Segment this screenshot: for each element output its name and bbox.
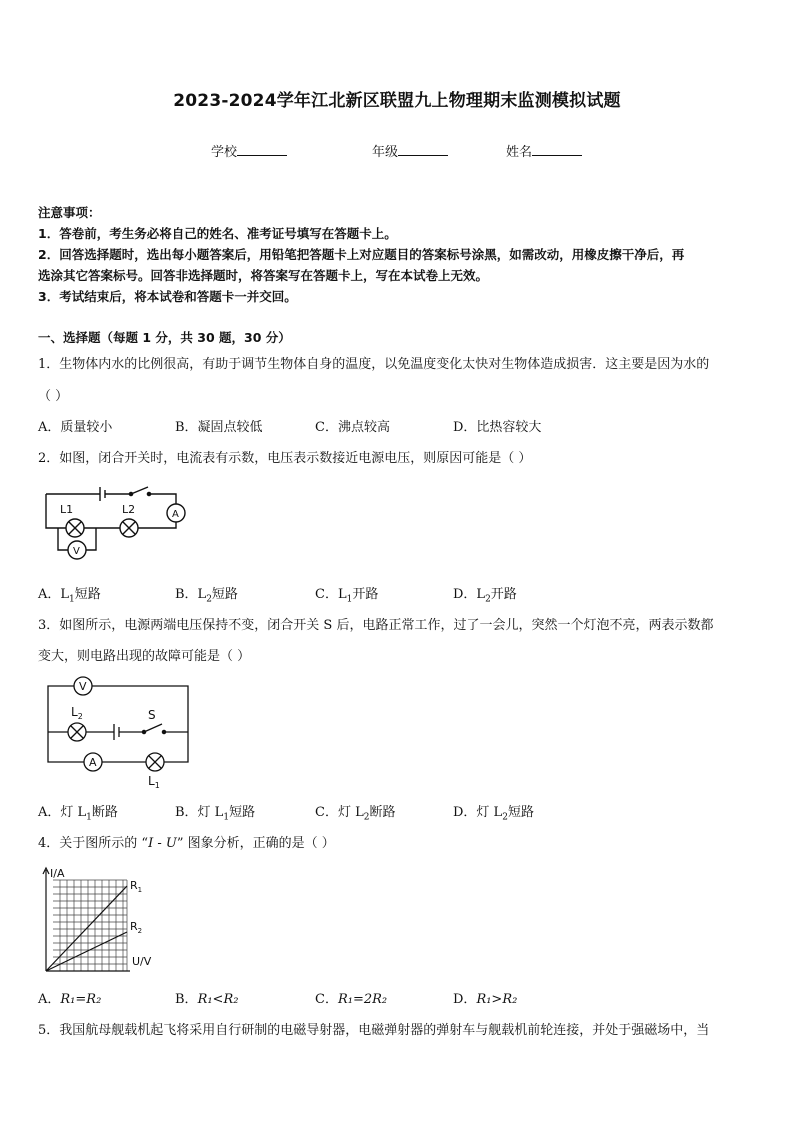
school-blank	[237, 143, 287, 156]
grade-field	[372, 141, 448, 160]
school-label: 学校	[211, 145, 238, 160]
q4-option-b: B．R₁<R₂	[175, 992, 239, 1007]
q3-label-ammeter: A	[89, 756, 97, 769]
q1-option-b: B．凝固点较低	[175, 420, 263, 435]
grade-label: 年级	[372, 145, 399, 160]
q4-line-r2-label: $R_2$	[130, 920, 143, 935]
question-1-text: 1．生物体内水的比例很高，有助于调节生物体自身的温度，以免温度变化太快对生物体造成损害．这主要是因为水的	[38, 357, 710, 372]
name-label: 姓名	[506, 145, 533, 160]
q3-circuit-diagram	[38, 672, 198, 794]
school-field	[211, 141, 287, 160]
q3-label-l1: $L_1$	[148, 774, 160, 790]
page-title: 2023-2024学年江北新区联盟九上物理期末监测模拟试题	[173, 91, 621, 111]
question-1-paren: （ ）	[38, 389, 69, 404]
q2-option-b: B．$L_2$短路	[175, 587, 238, 605]
grade-blank	[398, 143, 448, 156]
q4-iu-graph	[38, 864, 168, 976]
q4-option-a: A．R₁=R₂	[38, 992, 102, 1007]
question-3-text: 3．如图所示，电源两端电压保持不变，闭合开关 S 后，电路正常工作，过了一会儿，突然一个灯泡不亮，两表示数都	[38, 618, 714, 633]
name-field	[506, 141, 582, 160]
q3-option-a: A．灯 $L_1$断路	[38, 805, 118, 823]
notice-heading: 注意事项：	[38, 205, 101, 220]
q1-option-c: C．沸点较高	[315, 420, 390, 435]
q1-option-a: A．质量较小	[38, 420, 113, 435]
q4-line-r1-label: $R_1$	[130, 879, 143, 894]
q3-label-voltmeter: V	[79, 680, 87, 693]
section-heading: 一、选择题（每题 1 分，共 30 题，30 分）	[38, 330, 291, 345]
q3-option-b: B．灯 $L_1$短路	[175, 805, 256, 823]
question-3-text-cont: 变大，则电路出现的故障可能是（ ）	[38, 649, 251, 664]
name-blank	[532, 143, 582, 156]
question-4-text: 4．关于图所示的 “I - U” 图象分析，正确的是（ ）	[38, 836, 335, 851]
q4-axis-x-label: U/V	[132, 955, 152, 968]
q3-label-switch: S	[148, 708, 156, 722]
q4-option-c: C．R₁=2R₂	[315, 992, 388, 1007]
q2-option-c: C．$L_1$开路	[315, 587, 379, 605]
q2-circuit-diagram	[38, 478, 188, 562]
q1-option-d: D．比热容较大	[453, 420, 542, 435]
q3-label-l2: $L_2$	[71, 705, 83, 721]
q2-option-d: D．$L_2$开路	[453, 587, 517, 605]
q2-label-l1: L1	[60, 503, 74, 516]
q3-option-d: D．灯 $L_2$短路	[453, 805, 534, 823]
notice-item: 选涂其它答案标号。回答非选择题时，将答案写在答题卡上，写在本试卷上无效。	[38, 268, 489, 283]
q2-label-l2: L2	[122, 503, 136, 516]
q2-label-voltmeter: V	[73, 546, 80, 557]
notice-item: 3．考试结束后，将本试卷和答题卡一并交回。	[38, 289, 297, 304]
q2-label-ammeter: A	[172, 509, 179, 520]
q2-option-a: A．$L_1$短路	[38, 587, 101, 605]
question-5-text: 5．我国航母舰载机起飞将采用自行研制的电磁导射器，电磁弹射器的弹射车与舰载机前轮连接，并处于强磁场中，当	[38, 1023, 710, 1038]
notice-item: 1．答卷前，考生务必将自己的姓名、准考证号填写在答题卡上。	[38, 226, 397, 241]
notice-item: 2．回答选择题时，选出每小题答案后，用铅笔把答题卡上对应题目的答案标号涂黑，如需改动，用橡皮擦干净后，再	[38, 247, 685, 262]
q4-axis-y-label: I/A	[50, 867, 65, 880]
q4-option-d: D．R₁>R₂	[453, 992, 518, 1007]
q3-option-c: C．灯 $L_2$断路	[315, 805, 396, 823]
question-2-text: 2．如图，闭合开关时，电流表有示数，电压表示数接近电源电压，则原因可能是（ ）	[38, 451, 532, 466]
